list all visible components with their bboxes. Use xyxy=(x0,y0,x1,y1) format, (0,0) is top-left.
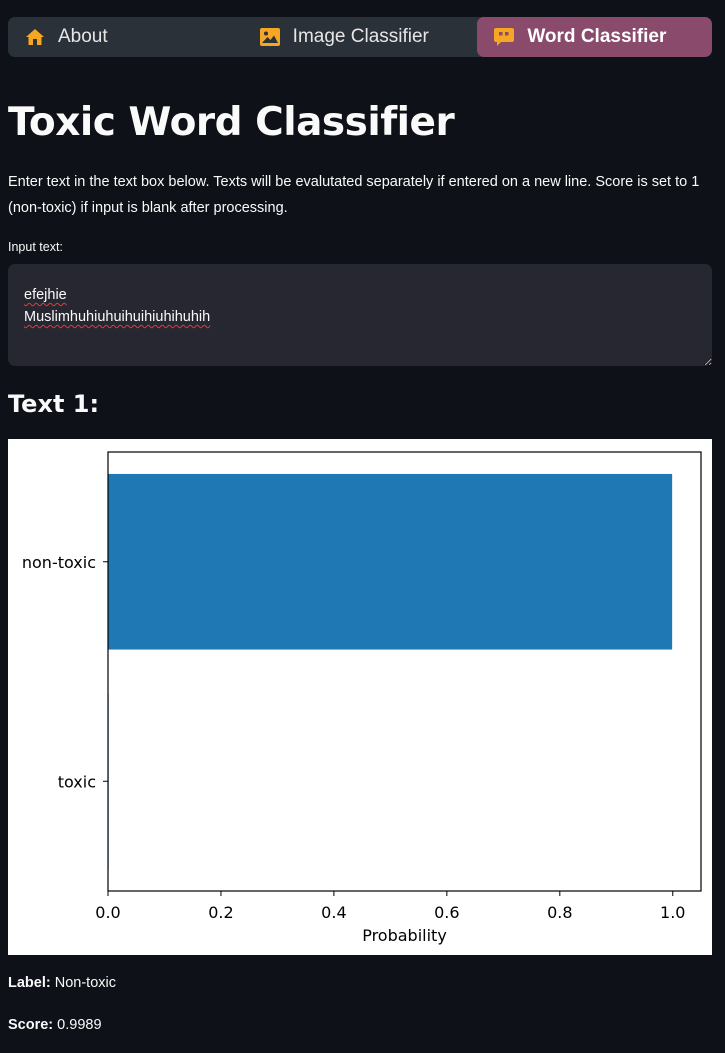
y-tick-label: non-toxic xyxy=(21,552,96,572)
x-tick-label: 0.6 xyxy=(434,903,460,922)
x-tick-label: 0.8 xyxy=(547,903,573,922)
x-tick-label: 0.0 xyxy=(95,903,121,922)
chart-svg xyxy=(8,439,712,955)
x-tick-label: 1.0 xyxy=(660,903,686,922)
x-tick-label: 0.2 xyxy=(208,903,234,922)
label-value: Non-toxic xyxy=(54,975,116,991)
input-label: Input text: xyxy=(8,240,63,254)
score-result xyxy=(8,1017,102,1033)
y-tick-label: toxic xyxy=(57,772,96,792)
nav-item-about[interactable] xyxy=(8,17,243,57)
nav-item-label: Image Classifier xyxy=(292,26,429,47)
score-key: Score: xyxy=(8,1017,54,1033)
house-icon xyxy=(24,26,46,48)
text-input[interactable] xyxy=(8,264,712,366)
page-title: Toxic Word Classifier xyxy=(8,100,455,145)
probability-chart xyxy=(8,439,712,955)
nav-item-image-classifier[interactable] xyxy=(243,17,478,57)
nav-item-word-classifier[interactable] xyxy=(477,17,712,57)
label-result xyxy=(8,975,116,991)
score-value: 0.9989 xyxy=(57,1017,102,1033)
nav-item-label: Word Classifier xyxy=(527,26,667,47)
quote-icon xyxy=(493,26,515,48)
x-tick-label: 0.4 xyxy=(321,903,347,922)
page-description: Enter text in the text box below. Texts will be evalutated separately if entered on a new line. Score is set to 1 (non-toxic) if input is blank after processing. xyxy=(8,174,700,216)
result-heading: Text 1: xyxy=(8,390,100,418)
x-axis-label: Probability xyxy=(362,926,447,945)
nav-bar xyxy=(8,17,712,57)
nav-item-label: About xyxy=(58,26,108,47)
image-icon xyxy=(259,26,281,48)
bar-non-toxic xyxy=(108,474,672,650)
label-key: Label: xyxy=(8,975,51,991)
